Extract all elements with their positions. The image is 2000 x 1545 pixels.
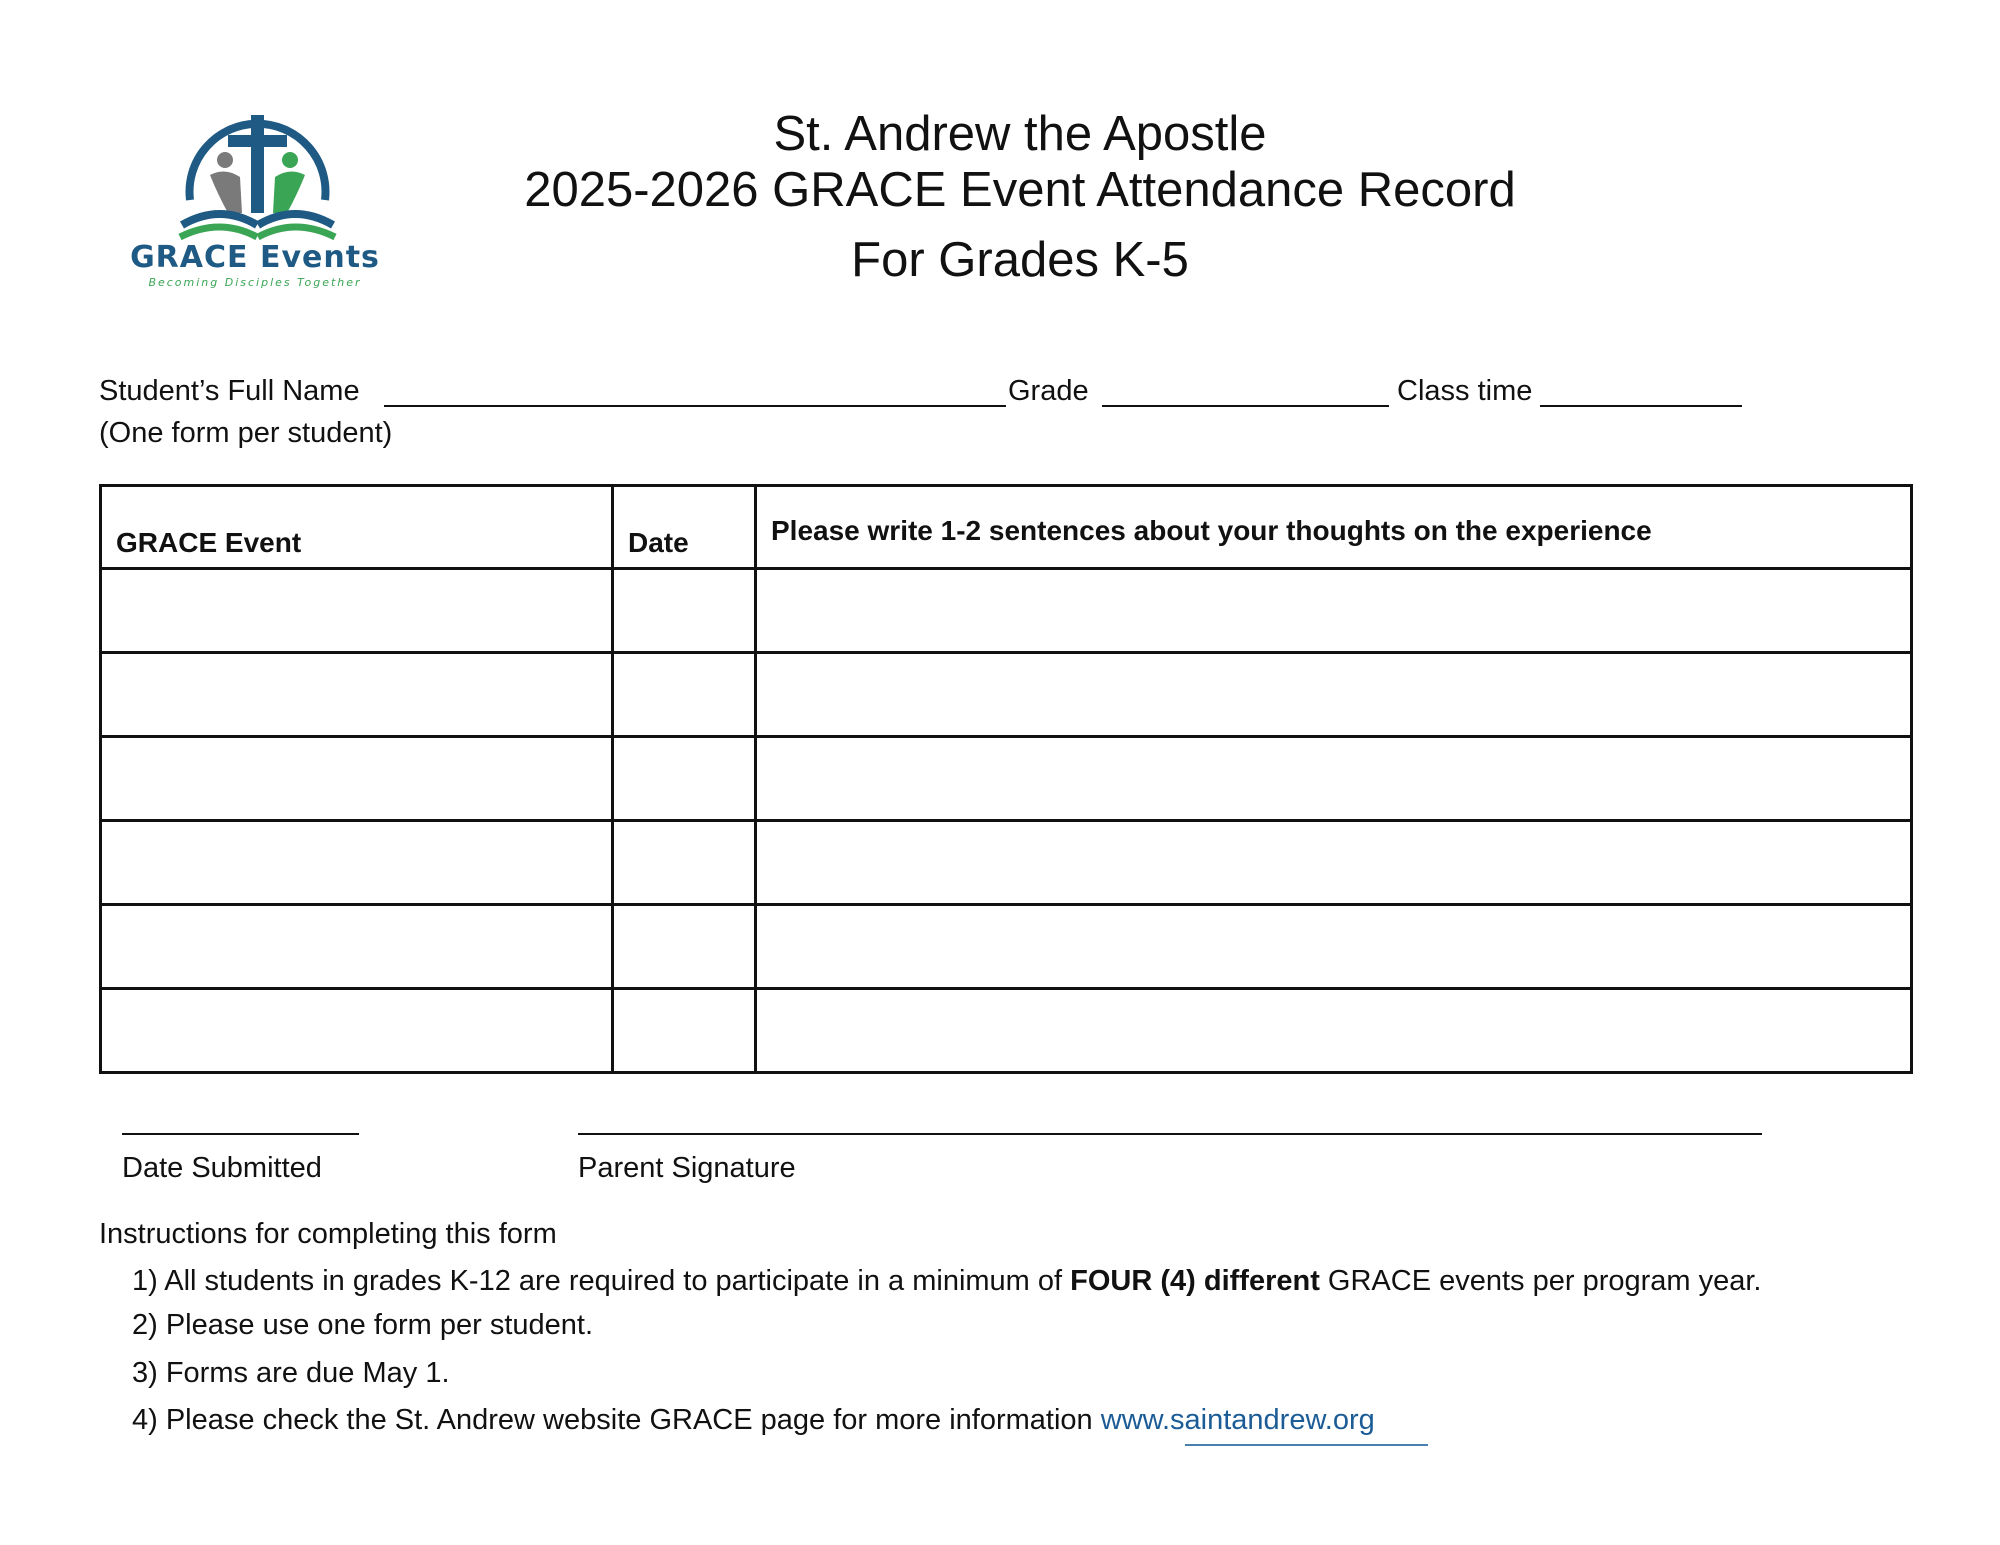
thoughts-cell[interactable]: [756, 905, 1912, 989]
grace-events-logo: [130, 95, 380, 290]
thoughts-cell[interactable]: [756, 569, 1912, 653]
instruction-item-4: [132, 1404, 1375, 1437]
instruction-1-suffix: GRACE events per program year.: [1319, 1265, 1762, 1297]
instruction-1-emphasis: FOUR (4) different: [1070, 1265, 1320, 1297]
table-row: [101, 569, 1912, 653]
one-form-note: (One form per student): [99, 417, 393, 449]
logo-title: GRACE Events: [130, 240, 380, 275]
header-grace-event: [101, 486, 613, 569]
header-date-label: Date: [628, 527, 689, 558]
date-cell[interactable]: [613, 737, 756, 821]
header-date: [613, 486, 756, 569]
thoughts-cell[interactable]: [756, 737, 1912, 821]
event-cell[interactable]: [101, 821, 613, 905]
logo-tagline: Becoming Disciples Together: [148, 276, 362, 289]
instruction-1-prefix: 1) All students in grades K-12 are required to participate in a minimum of: [132, 1265, 1071, 1297]
website-link[interactable]: www.saintandrew.org: [1100, 1404, 1375, 1436]
thoughts-cell[interactable]: [756, 653, 1912, 737]
event-cell[interactable]: [101, 653, 613, 737]
instruction-4-prefix: 4) Please check the St. Andrew website GRACE page for more information: [132, 1404, 1101, 1436]
date-submitted-label: Date Submitted: [122, 1152, 322, 1184]
grades-subtitle: For Grades K-5: [851, 233, 1189, 287]
parent-signature-label: Parent Signature: [578, 1152, 796, 1184]
student-name-label: Student’s Full Name: [99, 375, 360, 407]
event-cell[interactable]: [101, 905, 613, 989]
header-thoughts-label: Please write 1-2 sentences about your thoughts on the experience: [771, 515, 1652, 546]
cross-people-book-icon: [170, 95, 345, 245]
event-cell[interactable]: [101, 737, 613, 821]
grade-field[interactable]: [1102, 405, 1389, 407]
table-row: [101, 821, 1912, 905]
attendance-table: [99, 484, 1913, 1074]
date-cell[interactable]: [613, 905, 756, 989]
date-cell[interactable]: [613, 569, 756, 653]
table-row: [101, 653, 1912, 737]
date-cell[interactable]: [613, 653, 756, 737]
parent-signature-field[interactable]: [578, 1133, 1762, 1135]
thoughts-cell[interactable]: [756, 989, 1912, 1073]
table-row: [101, 737, 1912, 821]
table-row: [101, 905, 1912, 989]
date-submitted-field[interactable]: [122, 1133, 359, 1135]
instruction-item-1: [132, 1265, 1762, 1298]
link-underline: [1185, 1444, 1428, 1446]
table-header-row: [101, 486, 1912, 569]
class-time-label: Class time: [1397, 375, 1533, 407]
student-name-field[interactable]: [384, 405, 1006, 407]
date-cell[interactable]: [613, 821, 756, 905]
event-cell[interactable]: [101, 989, 613, 1073]
event-cell[interactable]: [101, 569, 613, 653]
header-grace-event-label: GRACE Event: [116, 527, 302, 558]
date-cell[interactable]: [613, 989, 756, 1073]
grade-label: Grade: [1008, 375, 1089, 407]
parish-title: St. Andrew the Apostle: [773, 107, 1267, 161]
instruction-item-2: 2) Please use one form per student.: [132, 1309, 594, 1341]
thoughts-cell[interactable]: [756, 821, 1912, 905]
record-title: 2025-2026 GRACE Event Attendance Record: [524, 163, 1516, 217]
instructions-heading: Instructions for completing this form: [99, 1218, 557, 1250]
header-thoughts: [756, 486, 1912, 569]
instruction-item-3: 3) Forms are due May 1.: [132, 1357, 450, 1389]
class-time-field[interactable]: [1540, 405, 1742, 407]
table-row: [101, 989, 1912, 1073]
